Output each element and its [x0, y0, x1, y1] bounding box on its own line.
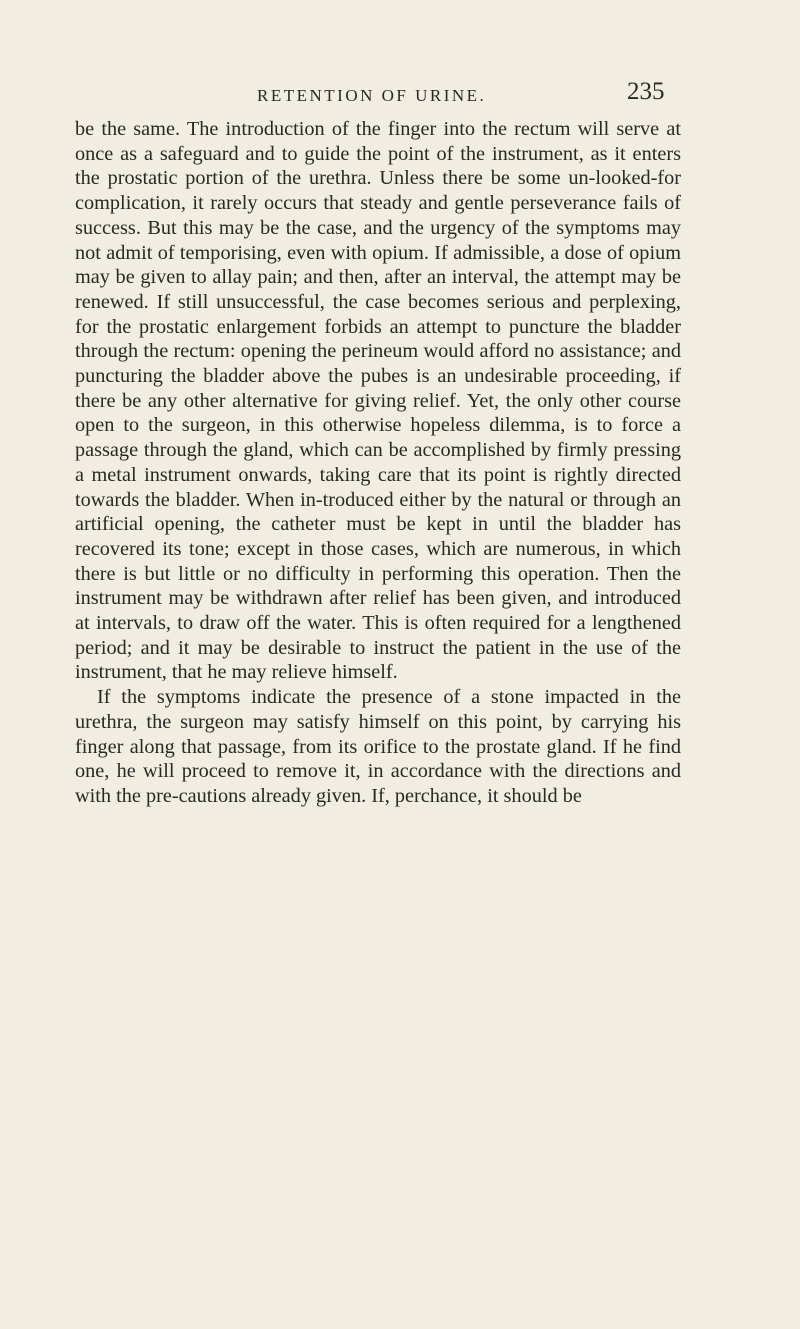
body-text	[75, 117, 681, 809]
page-header	[0, 76, 800, 110]
running-title: RETENTION OF URINE.	[257, 86, 487, 105]
paragraph: If the symptoms indicate the presence of a stone impacted in the urethra, the surgeon may satisfy himself on this point, by carrying his finger along that passage, from its orifice to the prostate gland. If he find one, he will proceed to remove it, in accordance with the directions and with the pre-cautions already given. If, perchance, it should be	[75, 686, 681, 807]
paragraph: be the same. The introduction of the finger into the rectum will serve at once as a safeguard and to guide the point of the instrument, as it enters the prostatic portion of the urethra. Unless there be some un-looked-for complication, it rarely occurs that steady and gentle perseverance fails of success. But this may be the case, and the urgency of the symptoms may not admit of temporising, even with opium. If admissible, a dose of opium may be given to allay pain; and then, after an interval, the attempt may be renewed. If still unsuccessful, the case becomes serious and perplexing, for the prostatic enlargement forbids an attempt to puncture the bladder through the rectum: opening the perineum would afford no assistance; and puncturing the bladder above the pubes is an undesirable proceeding, if there be any other alternative for giving relief. Yet, the only other course open to the surgeon, in this otherwise hopeless dilemma, is to force a passage through the gland, which can be accomplished by firmly pressing a metal instrument onwards, taking care that its point is rightly directed towards the bladder. When in-troduced either by the natural or through an artificial opening, the catheter must be kept in until the bladder has recovered its tone; except in those cases, which are numerous, in which there is but little or no difficulty in performing this operation. Then the instrument may be withdrawn after relief has been given, and introduced at intervals, to draw off the water. This is often required for a lengthened period; and it may be desirable to instruct the patient in the use of the instrument, that he may relieve himself.	[75, 118, 681, 684]
page-number: 235	[627, 78, 665, 105]
